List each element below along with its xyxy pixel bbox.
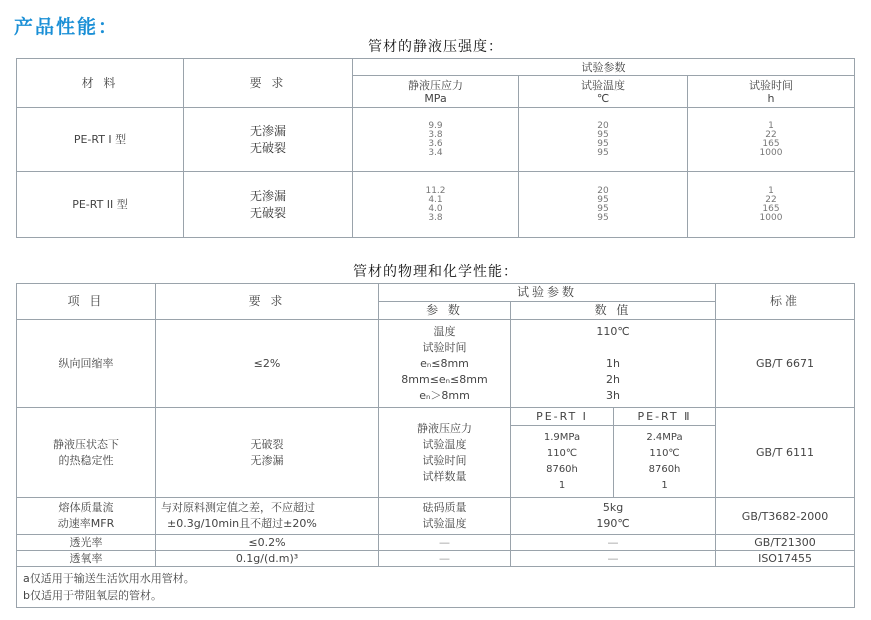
value: 11.2	[425, 185, 446, 196]
header-temp	[519, 76, 688, 108]
param-cell: —	[379, 551, 511, 567]
value-cell	[511, 426, 614, 498]
item-line: 动速率MFR	[57, 517, 115, 530]
header-value: 数 值	[511, 302, 716, 320]
requirement-cell	[184, 172, 353, 238]
header-param: 参 数	[379, 302, 511, 320]
temp-values	[519, 172, 688, 238]
time-values	[688, 108, 855, 172]
table-row	[17, 320, 855, 408]
value: 1	[768, 185, 774, 196]
standard-cell: GB/T3682-2000	[716, 498, 855, 535]
item-cell	[17, 498, 156, 535]
value-cell: —	[511, 535, 716, 551]
header-time	[688, 76, 855, 108]
material-cell: PE-RT I 型	[17, 108, 184, 172]
requirement-cell: 0.1g/(d.m)³	[156, 551, 379, 567]
param-line: 静液压应力	[417, 421, 472, 435]
requirement-line: 与对原料测定值之差，不应超过	[161, 501, 315, 514]
notes-row	[17, 567, 855, 608]
subheader-pert1: PE-RT Ⅰ	[511, 408, 614, 426]
value: 4.0	[428, 203, 443, 214]
note-line: a仅适用于输送生活饮用水用管材。	[23, 572, 195, 585]
header-standard: 标准	[716, 284, 855, 320]
item-line: 的热稳定性	[58, 453, 114, 467]
value-cell	[511, 498, 716, 535]
requirement-cell: ≤2%	[156, 320, 379, 408]
header-test-params: 试验参数	[353, 59, 855, 76]
table-row	[17, 535, 855, 551]
page-heading: 产品性能：	[14, 16, 120, 38]
requirement-line: 无渗漏	[249, 123, 286, 138]
value-line: 8760h	[546, 463, 578, 475]
param-line: 砝码质量	[422, 501, 467, 514]
param-cell	[379, 408, 511, 498]
value: 165	[762, 203, 780, 214]
value-cell	[511, 320, 716, 408]
header-pressure-label: 静液压应力	[408, 78, 463, 92]
header-item: 项 目	[17, 284, 156, 320]
value: 165	[762, 138, 780, 149]
time-values	[688, 172, 855, 238]
value: 95	[597, 138, 609, 149]
value: 22	[765, 194, 777, 205]
requirement-line: ±0.3g/10min且不超过±20%	[167, 517, 317, 530]
param-cell: —	[379, 535, 511, 551]
header-requirement: 要 求	[156, 284, 379, 320]
requirement-cell	[156, 408, 379, 498]
param-line: 试验温度	[422, 517, 467, 530]
header-pressure	[353, 76, 519, 108]
value: 1	[768, 120, 774, 131]
value: 9.9	[428, 120, 443, 131]
table2-title: 管材的物理和化学性能：	[353, 264, 518, 280]
item-cell: 透氧率	[17, 551, 156, 567]
value-cell: —	[511, 551, 716, 567]
value: 95	[597, 129, 609, 140]
notes-cell	[17, 567, 855, 608]
value: 95	[597, 194, 609, 205]
value: 95	[597, 147, 609, 158]
header-material: 材 料	[17, 59, 184, 108]
material-cell: PE-RT II 型	[17, 172, 184, 238]
value: 3.8	[428, 129, 443, 140]
param-cell	[379, 320, 511, 408]
requirement-line: 无破裂	[249, 205, 286, 220]
item-cell	[17, 408, 156, 498]
subheader-pert2: PE-RT Ⅱ	[614, 408, 716, 426]
header-requirement: 要 求	[184, 59, 353, 108]
table-row	[17, 108, 855, 172]
standard-cell: GB/T 6671	[716, 320, 855, 408]
value-line: 110℃	[546, 447, 578, 459]
param-line: 温度	[433, 324, 456, 338]
value-line: 1	[558, 479, 566, 491]
value: 95	[597, 203, 609, 214]
value: 3.8	[428, 212, 443, 223]
requirement-line: 无渗漏	[250, 453, 284, 467]
item-line: 静液压状态下	[53, 437, 119, 451]
requirement-cell	[156, 498, 379, 535]
value: 1000	[759, 147, 783, 158]
item-cell: 纵向回缩率	[17, 320, 156, 408]
value: 95	[597, 212, 609, 223]
param-line: 试样数量	[422, 469, 467, 483]
value: 20	[597, 185, 609, 196]
value-line: 110℃	[649, 447, 680, 459]
table-row	[17, 498, 855, 535]
value-line: 2h	[606, 372, 620, 386]
header-time-label: 试验时间	[749, 78, 793, 92]
value-line: 3h	[606, 388, 620, 402]
pressure-values	[353, 172, 519, 238]
value: 3.6	[428, 138, 443, 149]
hydrostatic-strength-table	[16, 58, 855, 238]
standard-cell: GB/T 6111	[716, 408, 855, 498]
value: 3.4	[428, 147, 443, 158]
param-line: 8mm≤eₙ≤8mm	[401, 372, 488, 386]
requirement-cell: ≤0.2%	[156, 535, 379, 551]
value-line: 1.9MPa	[543, 431, 581, 443]
value: 1000	[759, 212, 783, 223]
param-line: eₙ≤8mm	[420, 356, 469, 370]
value: 22	[765, 129, 777, 140]
header-test-params: 试验参数	[379, 284, 716, 302]
item-line: 熔体质量流	[58, 501, 114, 514]
value-line	[511, 340, 715, 356]
item-cell: 透光率	[17, 535, 156, 551]
param-cell	[379, 498, 511, 535]
standard-cell: GB/T21300	[716, 535, 855, 551]
value-line: 5kg	[602, 501, 624, 514]
table-row	[17, 172, 855, 238]
standard-cell: ISO17455	[716, 551, 855, 567]
pressure-values	[353, 108, 519, 172]
value-line: 8760h	[648, 463, 681, 475]
header-time-unit: h	[767, 91, 775, 105]
param-line: 试验时间	[422, 453, 467, 467]
note-line: b仅适用于带阻氧层的管材。	[23, 589, 162, 602]
value: 4.1	[428, 194, 443, 205]
param-line: 试验时间	[422, 340, 467, 354]
header-temp-unit: ℃	[596, 91, 610, 105]
param-line: 试验温度	[422, 437, 467, 451]
physical-chemical-table	[16, 283, 855, 608]
table1-title: 管材的静液压强度：	[368, 39, 503, 55]
header-pressure-unit: MPa	[424, 91, 447, 105]
value-line: 110℃	[596, 324, 630, 338]
value-cell	[614, 426, 716, 498]
requirement-cell	[184, 108, 353, 172]
value-line: 1	[661, 479, 668, 491]
temp-values	[519, 108, 688, 172]
value-line: 190℃	[596, 517, 630, 530]
header-temp-label: 试验温度	[581, 78, 625, 92]
table-row	[17, 408, 855, 426]
requirement-line: 无渗漏	[249, 188, 286, 203]
requirement-line: 无破裂	[250, 437, 284, 451]
value-line: 1h	[606, 356, 620, 370]
table-row	[17, 551, 855, 567]
value-line: 2.4MPa	[646, 431, 683, 443]
value: 20	[597, 120, 609, 131]
param-line: eₙ＞8mm	[419, 388, 470, 402]
requirement-line: 无破裂	[249, 140, 286, 155]
